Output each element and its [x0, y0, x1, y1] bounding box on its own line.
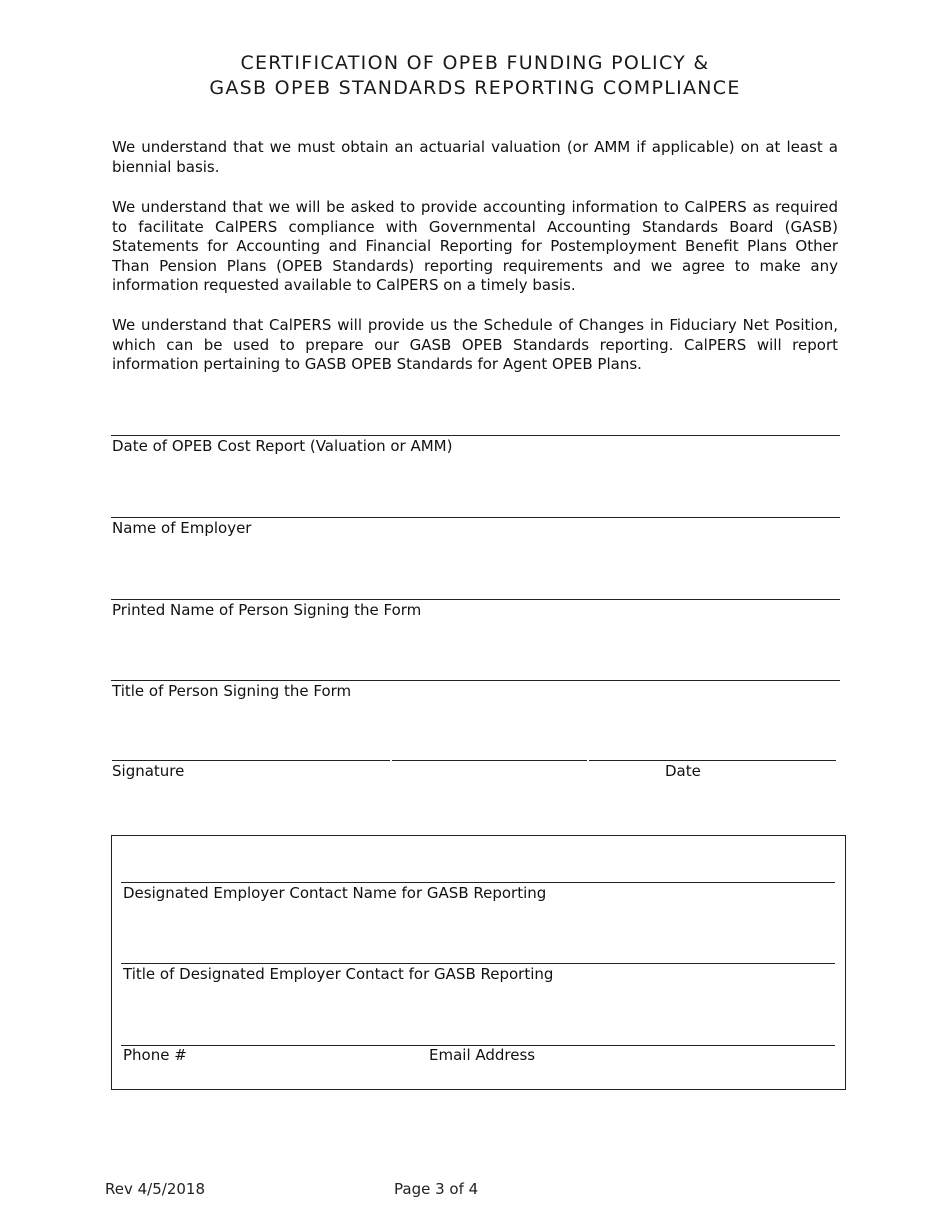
employer-name-field[interactable] — [111, 517, 840, 518]
date-label: Date — [665, 762, 701, 780]
revision-date: Rev 4/5/2018 — [105, 1180, 205, 1198]
email-label: Email Address — [429, 1046, 536, 1064]
signature-field[interactable] — [112, 760, 390, 761]
contact-title-field[interactable] — [121, 963, 835, 964]
page-number: Page 3 of 4 — [394, 1180, 479, 1198]
date-of-report-field[interactable] — [111, 435, 840, 436]
signature-label: Signature — [112, 762, 185, 780]
signature-field-extension — [392, 760, 587, 761]
signer-title-field[interactable] — [111, 680, 840, 681]
page-title-line-2: GASB OPEB STANDARDS REPORTING COMPLIANCE — [209, 77, 741, 99]
date-of-report-label: Date of OPEB Cost Report (Valuation or AMM) — [112, 437, 453, 455]
contact-name-field[interactable] — [121, 882, 835, 883]
contact-title-label: Title of Designated Employer Contact for GASB Reporting — [123, 965, 554, 983]
printed-name-label: Printed Name of Person Signing the Form — [112, 601, 422, 619]
contact-name-label: Designated Employer Contact Name for GASB Reporting — [123, 884, 547, 902]
page-title-line-1: CERTIFICATION OF OPEB FUNDING POLICY & — [240, 52, 710, 74]
paragraph-accounting-information: We understand that we will be asked to provide accounting information to CalPERS as required to facilitate CalPERS compliance with Governmental Accounting Standards Board (GASB) Statements for Accounting and Financial Reporting for Postemployment Benefit Plans Other Than Pension Plans (OPEB Standards) reporting requirements and we agree to make any information requested available to CalPERS on a timely basis. — [112, 198, 838, 295]
date-field[interactable] — [589, 760, 836, 761]
printed-name-field[interactable] — [111, 599, 840, 600]
employer-name-label: Name of Employer — [112, 519, 252, 537]
phone-label: Phone # — [123, 1046, 187, 1064]
signer-title-label: Title of Person Signing the Form — [112, 682, 352, 700]
paragraph-actuarial-valuation: We understand that we must obtain an actuarial valuation (or AMM if applicable) on at least a biennial basis. — [112, 138, 838, 176]
paragraph-fiduciary-schedule: We understand that CalPERS will provide us the Schedule of Changes in Fiduciary Net Position, which can be used to prepare our GASB OPEB Standards reporting. CalPERS will report information pertaining to GASB OPEB Standards for Agent OPEB Plans. — [112, 316, 838, 374]
